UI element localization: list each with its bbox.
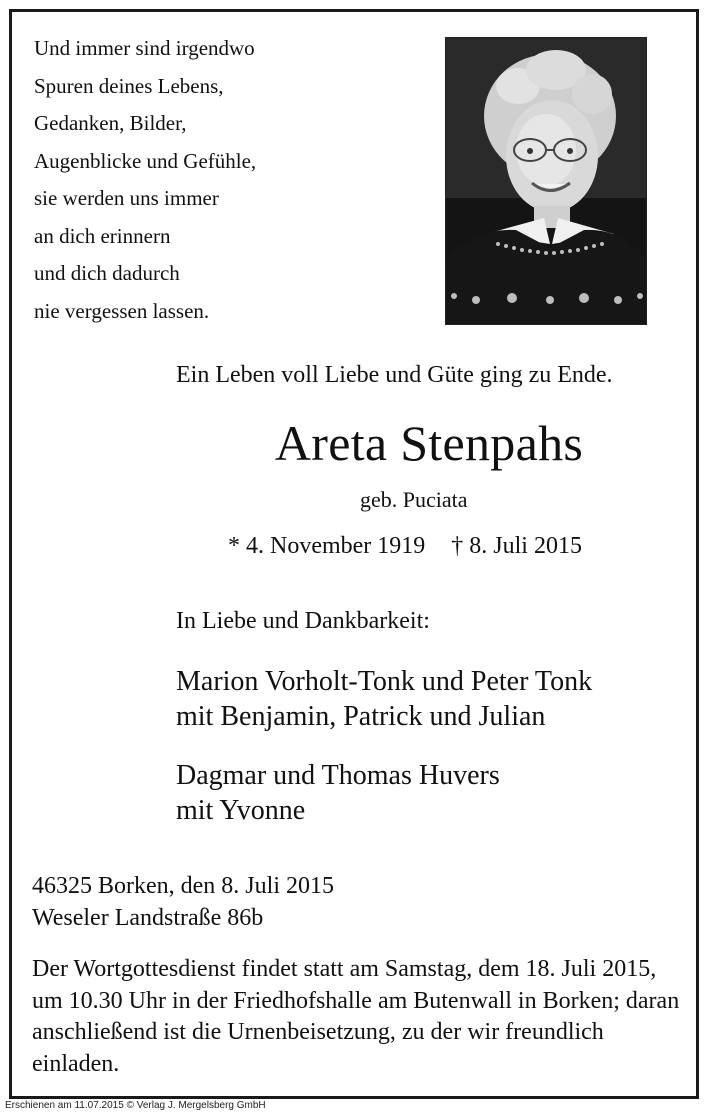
poem-line: Und immer sind irgendwo	[34, 36, 255, 60]
poem-line: Spuren deines Lebens,	[34, 73, 224, 98]
portrait-photo	[445, 37, 647, 325]
publication-footer: Erschienen am 11.07.2015 © Verlag J. Mergelsberg GmbH	[5, 1100, 266, 1111]
address-block	[32, 870, 334, 934]
family-line: Marion Vorholt-Tonk und Peter Tonk	[176, 666, 593, 697]
poem-line: nie vergessen lassen.	[34, 298, 210, 323]
poem-line: Augenblicke und Gefühle,	[34, 148, 257, 173]
intro-sentence: Ein Leben voll Liebe und Güte ging zu Ende.	[176, 362, 613, 388]
family-line: mit Benjamin, Patrick und Julian	[176, 701, 546, 732]
service-notice: Der Wortgottesdienst findet statt am Samstag, dem 18. Juli 2015, um 10.30 Uhr in der Friedhofshalle am Butenwall in Borken; daran anschließend ist die Urnenbeisetzung, zu der wir freundlich einladen.	[32, 956, 680, 1077]
memorial-poem	[34, 30, 414, 330]
poem-line: Gedanken, Bilder,	[34, 111, 187, 135]
street-address: Weseler Landstraße 86b	[32, 905, 264, 931]
portrait-illustration	[446, 38, 646, 324]
deceased-name: Areta Stenpahs	[274, 415, 584, 471]
thanks-line: In Liebe und Dankbarkeit:	[176, 608, 430, 634]
poem-line: und dich dadurch	[34, 261, 180, 285]
family-line: Dagmar und Thomas Huvers	[176, 760, 500, 791]
family-group	[176, 758, 500, 828]
birth-date: * 4. November 1919	[228, 533, 426, 559]
poem-line: sie werden uns immer	[34, 186, 219, 210]
place-and-date: 46325 Borken, den 8. Juli 2015	[32, 873, 334, 899]
life-dates	[228, 533, 582, 560]
poem-line: an dich erinnern	[34, 223, 171, 248]
death-date: † 8. Juli 2015	[451, 533, 582, 559]
birth-name: geb. Puciata	[360, 487, 468, 512]
family-line: mit Yvonne	[176, 795, 306, 826]
family-group	[176, 664, 592, 734]
